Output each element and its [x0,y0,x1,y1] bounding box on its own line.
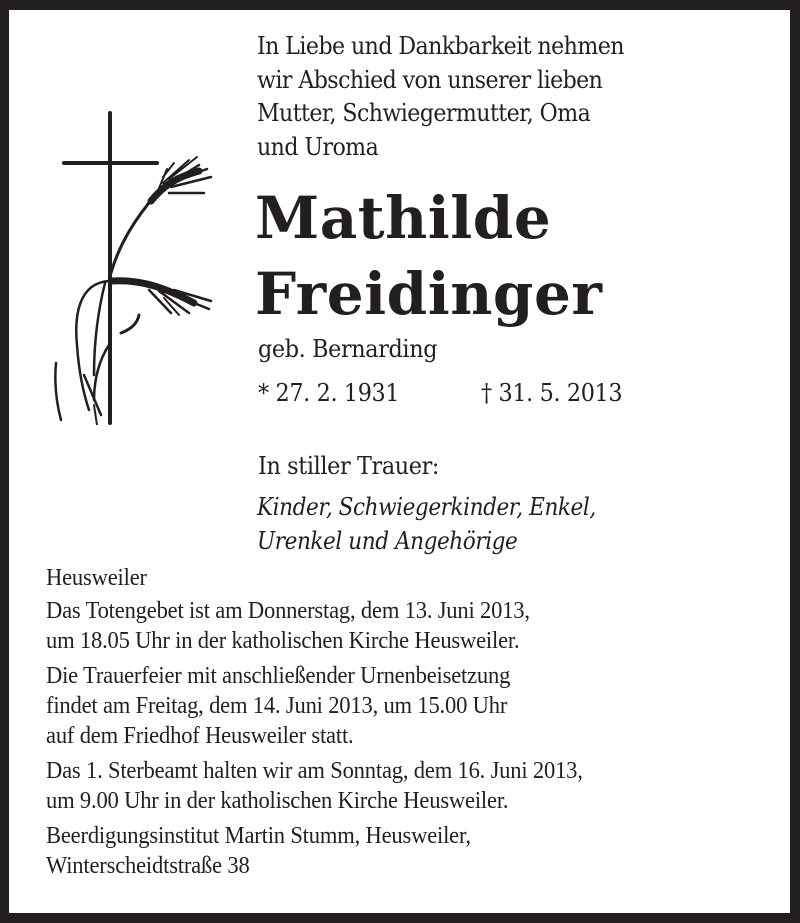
intro-line: und Uroma [257,132,379,161]
death-date [481,379,633,407]
paragraph-line: auf dem Friedhof Heusweiler statt. [46,723,354,749]
obituary-notice [9,10,790,913]
paragraph-line: um 9.00 Uhr in der katholischen Kirche Heusweiler. [46,788,509,814]
paragraph-line: Das Totengebet ist am Donnerstag, dem 13. Juni 2013, [46,598,530,624]
mourners-list [257,490,633,558]
mourning-label-text: In stiller Trauer: [258,452,440,480]
paragraph-requiem [46,756,786,816]
paragraph-undertaker [46,821,786,881]
death-date-text: † 31. 5. 2013 [481,379,623,407]
paragraph-funeral [46,661,786,751]
birth-name [258,335,451,363]
birth-date [258,379,410,407]
paragraph-line: Die Trauerfeier mit anschließender Urnenbeisetzung [46,663,511,689]
service-details [46,563,786,886]
location: Heusweiler [46,565,147,591]
intro-line: Mutter, Schwiegermutter, Oma [257,99,591,127]
mourners-line: Kinder, Schwiegerkinder, Enkel, [257,493,596,521]
first-name: Mathilde [255,184,552,252]
mourning-label [258,452,453,480]
intro-line: wir Abschied von unserer lieben [257,65,603,94]
paragraph-line: Beerdigungsinstitut Martin Stumm, Heusweiler, [46,823,471,849]
paragraph-line: findet am Freitag, dem 14. Juni 2013, um 15.00 Uhr [46,693,508,719]
birth-name-text: geb. Bernarding [258,335,438,363]
paragraph-line: Winterscheidtstraße 38 [46,853,250,879]
cross-with-wheat-icon [39,105,219,425]
paragraph-line: um 18.05 Uhr in der katholischen Kirche Heusweiler. [46,628,520,654]
mourners-line: Urenkel und Angehörige [257,527,518,555]
last-name: Freidinger [255,260,603,328]
birth-date-text: * 27. 2. 1931 [258,379,400,407]
intro-text [257,30,656,164]
paragraph-prayer [46,596,786,656]
intro-line: In Liebe und Dankbarkeit nehmen [257,32,624,60]
paragraph-line: Das 1. Sterbeamt halten wir am Sonntag, dem 16. Juni 2013, [46,758,583,784]
